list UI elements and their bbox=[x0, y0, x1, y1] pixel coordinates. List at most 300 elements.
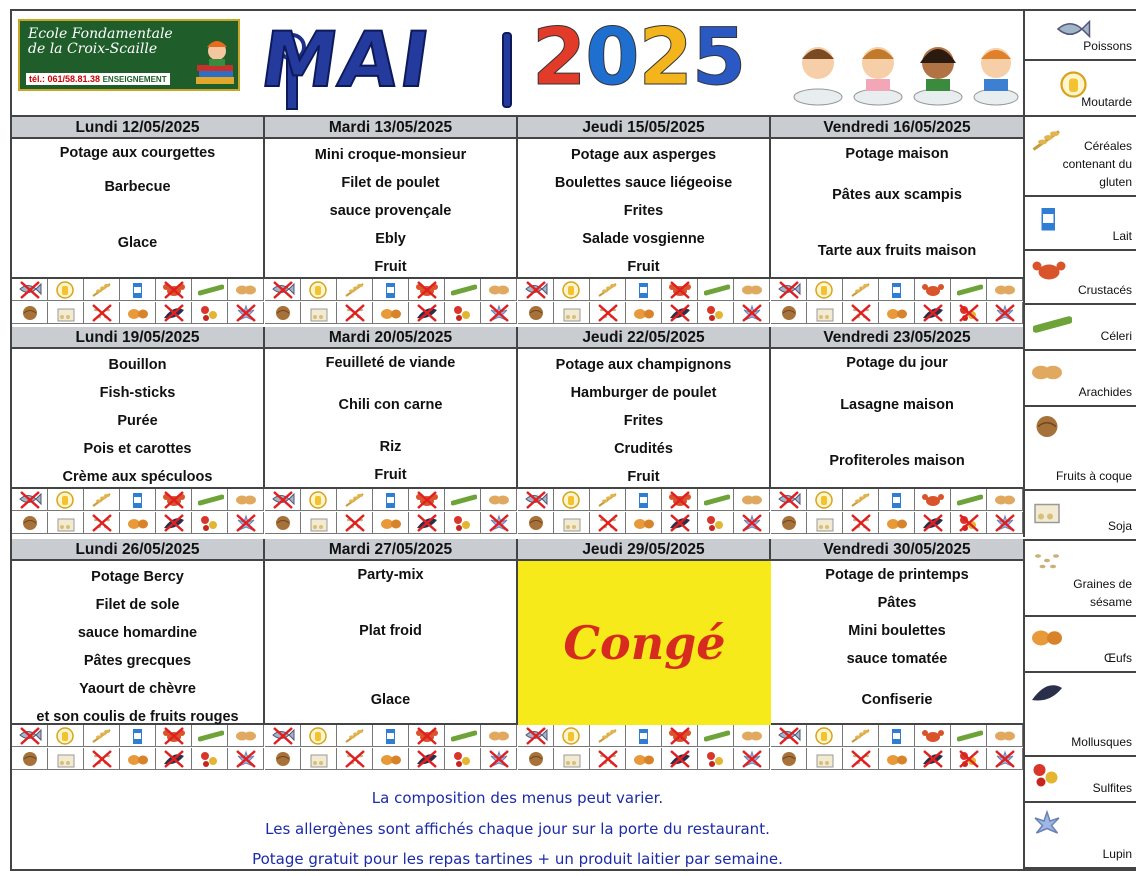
peanut-icon bbox=[481, 725, 517, 747]
sulfite-icon bbox=[192, 302, 228, 324]
mustard-icon bbox=[807, 489, 843, 511]
dish-item: Lasagne maison bbox=[840, 397, 954, 413]
day-header: Lundi 19/05/2025 bbox=[12, 327, 265, 349]
day-menu bbox=[265, 561, 518, 725]
legend-item-fish bbox=[1025, 11, 1136, 61]
legend-label: Arachides bbox=[1078, 385, 1132, 399]
soy-icon bbox=[554, 302, 590, 324]
celery-icon bbox=[445, 279, 481, 301]
legend-label: Céleri bbox=[1100, 329, 1132, 343]
dish-item: sauce tomatée bbox=[846, 651, 948, 667]
lupin-icon bbox=[228, 302, 264, 324]
school-phone bbox=[26, 73, 170, 85]
legend-item-mussel bbox=[1025, 673, 1136, 757]
nut-icon bbox=[518, 512, 554, 534]
sulfite-icon bbox=[698, 748, 734, 770]
menu-sheet bbox=[10, 9, 1136, 871]
sesame-icon bbox=[590, 302, 626, 324]
sulfite-icon bbox=[192, 512, 228, 534]
sesame-icon bbox=[337, 748, 373, 770]
egg-icon bbox=[120, 512, 156, 534]
footer bbox=[12, 779, 1025, 869]
dish-item: Pois et carottes bbox=[83, 441, 192, 457]
sulfite-icon bbox=[445, 512, 481, 534]
day-header: Mardi 27/05/2025 bbox=[265, 539, 518, 561]
mussel-icon bbox=[662, 302, 698, 324]
mustard-icon bbox=[807, 279, 843, 301]
peanut-icon bbox=[228, 725, 264, 747]
peanut-icon bbox=[481, 489, 517, 511]
day-menu bbox=[518, 349, 771, 489]
legend-label: Sulfites bbox=[1092, 781, 1132, 795]
dish-item: Fish-sticks bbox=[99, 385, 176, 401]
allergen-row bbox=[518, 748, 770, 770]
mussel-icon bbox=[915, 748, 951, 770]
legend-label: Poissons bbox=[1083, 39, 1132, 53]
mussel-icon bbox=[915, 512, 951, 534]
dish-item: Fruit bbox=[627, 469, 660, 485]
celery-icon bbox=[951, 279, 987, 301]
dish-item: Potage Bercy bbox=[91, 569, 184, 585]
dish-item: Mini croque-monsieur bbox=[314, 147, 467, 163]
soy-icon bbox=[48, 302, 84, 324]
allergen-row bbox=[12, 748, 264, 770]
dish-item: Hamburger de poulet bbox=[570, 385, 717, 401]
soy-icon bbox=[807, 302, 843, 324]
nut-icon bbox=[771, 512, 807, 534]
celery-icon bbox=[192, 279, 228, 301]
wheat-icon bbox=[843, 489, 879, 511]
lupin-icon bbox=[987, 748, 1023, 770]
mustard-icon bbox=[554, 725, 590, 747]
fish-icon bbox=[771, 279, 807, 301]
mustard-icon bbox=[554, 489, 590, 511]
allergen-row bbox=[265, 748, 517, 770]
celery-icon bbox=[445, 725, 481, 747]
crab-icon bbox=[915, 489, 951, 511]
mustard-icon bbox=[301, 725, 337, 747]
footer-line-3: Potage gratuit pour les repas tartines + un produit laitier par semaine. bbox=[252, 850, 783, 868]
dish-item: Glace bbox=[117, 235, 158, 251]
egg-icon bbox=[373, 302, 409, 324]
day-menu bbox=[771, 349, 1025, 489]
lupin-icon bbox=[987, 302, 1023, 324]
dish-item: Potage maison bbox=[845, 146, 949, 162]
sulfite-icon bbox=[951, 512, 987, 534]
legend-item-nut bbox=[1025, 407, 1136, 491]
peanut-icon bbox=[228, 279, 264, 301]
egg-icon bbox=[879, 302, 915, 324]
dish-item: Potage aux asperges bbox=[570, 147, 717, 163]
spoon-icon bbox=[492, 31, 522, 111]
dish-item: Crème aux spéculoos bbox=[62, 469, 213, 485]
allergen-row bbox=[771, 302, 1023, 324]
dish-item: Frites bbox=[623, 413, 664, 429]
peanut-icon bbox=[734, 279, 770, 301]
allergen-row bbox=[518, 489, 770, 511]
celery-icon bbox=[192, 725, 228, 747]
celery-icon bbox=[698, 489, 734, 511]
allergen-row bbox=[265, 279, 517, 301]
fish-icon bbox=[265, 725, 301, 747]
milk-icon bbox=[120, 489, 156, 511]
wheat-icon bbox=[84, 279, 120, 301]
milk-icon bbox=[373, 725, 409, 747]
egg-icon bbox=[879, 512, 915, 534]
allergen-row bbox=[265, 489, 517, 511]
fish-icon bbox=[771, 489, 807, 511]
egg-icon bbox=[626, 512, 662, 534]
sesame-icon bbox=[84, 302, 120, 324]
day-menu bbox=[12, 561, 265, 725]
day-menu bbox=[265, 349, 518, 489]
crab-icon bbox=[915, 279, 951, 301]
legend-label: Fruits à coque bbox=[1055, 469, 1132, 483]
fish-icon bbox=[518, 279, 554, 301]
mussel-icon bbox=[409, 512, 445, 534]
holiday-label: Congé bbox=[518, 561, 771, 725]
sulfite-icon bbox=[698, 302, 734, 324]
week-block bbox=[12, 539, 1025, 779]
soy-icon bbox=[807, 748, 843, 770]
legend-item-egg bbox=[1025, 617, 1136, 673]
allergen-row bbox=[12, 302, 264, 324]
milk-icon bbox=[626, 279, 662, 301]
fish-icon bbox=[518, 725, 554, 747]
milk-icon bbox=[879, 279, 915, 301]
lupin-icon bbox=[228, 748, 264, 770]
sesame-icon bbox=[590, 748, 626, 770]
celery-icon bbox=[951, 489, 987, 511]
milk-icon bbox=[120, 725, 156, 747]
mustard-icon bbox=[48, 725, 84, 747]
peanut-icon bbox=[987, 725, 1023, 747]
nut-icon bbox=[12, 748, 48, 770]
dish-item: Profiteroles maison bbox=[829, 453, 965, 469]
peanut-icon bbox=[987, 279, 1023, 301]
legend-label: Crustacés bbox=[1077, 283, 1132, 297]
legend-label: Graines de sésame bbox=[1073, 577, 1132, 609]
wheat-icon bbox=[590, 489, 626, 511]
dish-item: Mini boulettes bbox=[848, 623, 946, 639]
legend-item-wheat bbox=[1025, 117, 1136, 197]
day-header: Mardi 13/05/2025 bbox=[265, 117, 518, 139]
mussel-icon bbox=[156, 512, 192, 534]
dish-item: Potage aux champignons bbox=[555, 357, 732, 373]
milk-icon bbox=[879, 725, 915, 747]
peanut-icon bbox=[228, 489, 264, 511]
day-header: Jeudi 15/05/2025 bbox=[518, 117, 771, 139]
dish-item: Fruit bbox=[374, 467, 407, 483]
soy-icon bbox=[301, 302, 337, 324]
mussel-icon bbox=[409, 748, 445, 770]
dish-item: Filet de sole bbox=[95, 597, 180, 613]
legend-item-crab bbox=[1025, 251, 1136, 305]
dish-item: Purée bbox=[117, 413, 158, 429]
year-title: 2025 bbox=[532, 13, 746, 103]
footer-line-2: Les allergènes sont affichés chaque jour sur la porte du restaurant. bbox=[265, 820, 770, 838]
allergen-row bbox=[518, 279, 770, 301]
sesame-icon bbox=[337, 512, 373, 534]
wheat-icon bbox=[337, 725, 373, 747]
dish-item: Potage de printemps bbox=[825, 567, 969, 583]
crab-icon bbox=[156, 489, 192, 511]
dish-item: Bouillon bbox=[108, 357, 167, 373]
soy-icon bbox=[48, 512, 84, 534]
dish-item: Fruit bbox=[374, 259, 407, 275]
celery-icon bbox=[698, 279, 734, 301]
day-header: Lundi 26/05/2025 bbox=[12, 539, 265, 561]
crab-icon bbox=[409, 279, 445, 301]
lupin-icon bbox=[987, 512, 1023, 534]
milk-icon bbox=[879, 489, 915, 511]
dish-item: Salade vosgienne bbox=[582, 231, 705, 247]
celery-icon bbox=[192, 489, 228, 511]
dish-item: Pâtes grecques bbox=[83, 653, 192, 669]
week-block bbox=[12, 327, 1025, 537]
legend-item-celery bbox=[1025, 305, 1136, 351]
allergen-row bbox=[12, 512, 264, 534]
school-phone-text: tél.: 061/58.81.38 bbox=[29, 74, 101, 84]
celery-icon bbox=[951, 725, 987, 747]
soy-icon bbox=[301, 748, 337, 770]
sulfite-icon bbox=[698, 512, 734, 534]
nut-icon bbox=[12, 512, 48, 534]
legend-label: Lait bbox=[1112, 229, 1132, 243]
school-logo bbox=[18, 19, 240, 91]
celery-icon bbox=[445, 489, 481, 511]
month-title: MAI bbox=[255, 15, 437, 104]
day-menu bbox=[518, 139, 771, 279]
legend-label: Céréales contenant du gluten bbox=[1062, 139, 1132, 189]
dish-item: Yaourt de chèvre bbox=[79, 681, 196, 697]
sesame-icon bbox=[843, 302, 879, 324]
books-icon bbox=[195, 35, 235, 87]
dish-item: Party-mix bbox=[357, 567, 424, 583]
allergen-row bbox=[771, 489, 1023, 511]
crab-icon bbox=[915, 725, 951, 747]
day-menu bbox=[265, 139, 518, 279]
legend-label: Soja bbox=[1107, 519, 1132, 533]
day-header: Lundi 12/05/2025 bbox=[12, 117, 265, 139]
mussel-icon bbox=[662, 748, 698, 770]
dish-item: et son coulis de fruits rouges bbox=[36, 709, 239, 725]
peanut-icon bbox=[734, 489, 770, 511]
crab-icon bbox=[662, 279, 698, 301]
wheat-icon bbox=[590, 279, 626, 301]
milk-icon bbox=[373, 489, 409, 511]
wheat-icon bbox=[843, 725, 879, 747]
milk-icon bbox=[626, 725, 662, 747]
dish-item: Tarte aux fruits maison bbox=[817, 243, 977, 259]
crab-icon bbox=[409, 489, 445, 511]
dish-item: Chili con carne bbox=[338, 397, 443, 413]
school-name: Ecole Fondamentale de la Croix-Scaille bbox=[28, 26, 173, 57]
day-menu bbox=[12, 349, 265, 489]
lupin-icon bbox=[481, 512, 517, 534]
legend-item-peanut bbox=[1025, 351, 1136, 407]
dish-item: Plat froid bbox=[359, 623, 422, 639]
fish-icon bbox=[265, 489, 301, 511]
allergen-row bbox=[771, 279, 1023, 301]
nut-icon bbox=[771, 302, 807, 324]
allergen-row bbox=[265, 725, 517, 747]
wheat-icon bbox=[843, 279, 879, 301]
dish-item: Potage aux courgettes bbox=[59, 145, 216, 161]
day-header: Jeudi 29/05/2025 bbox=[518, 539, 771, 561]
nut-icon bbox=[518, 302, 554, 324]
allergen-legend bbox=[1025, 11, 1136, 869]
sesame-icon bbox=[337, 302, 373, 324]
peanut-icon bbox=[987, 489, 1023, 511]
nut-icon bbox=[771, 748, 807, 770]
dish-item: Glace bbox=[370, 692, 411, 708]
egg-icon bbox=[373, 748, 409, 770]
dish-item: Ebly bbox=[375, 231, 406, 247]
dish-item: Crudités bbox=[614, 441, 673, 457]
day-menu bbox=[771, 561, 1025, 725]
sesame-icon bbox=[843, 748, 879, 770]
milk-icon bbox=[373, 279, 409, 301]
day-menu bbox=[771, 139, 1025, 279]
day-header: Vendredi 23/05/2025 bbox=[771, 327, 1025, 349]
sulfite-icon bbox=[951, 748, 987, 770]
fish-icon bbox=[771, 725, 807, 747]
wheat-icon bbox=[84, 725, 120, 747]
mustard-icon bbox=[301, 279, 337, 301]
allergen-row bbox=[518, 302, 770, 324]
nut-icon bbox=[518, 748, 554, 770]
mustard-icon bbox=[48, 489, 84, 511]
allergen-row bbox=[771, 512, 1023, 534]
legend-item-sesame bbox=[1025, 541, 1136, 617]
peanut-icon bbox=[734, 725, 770, 747]
school-network: ENSEIGNEMENT bbox=[102, 75, 167, 84]
header bbox=[12, 11, 1025, 117]
soy-icon bbox=[807, 512, 843, 534]
dish-item: Confiserie bbox=[861, 692, 933, 708]
lupin-icon bbox=[734, 302, 770, 324]
nut-icon bbox=[265, 748, 301, 770]
fish-icon bbox=[12, 489, 48, 511]
fish-icon bbox=[518, 489, 554, 511]
legend-item-lupin bbox=[1025, 803, 1136, 869]
soy-icon bbox=[554, 748, 590, 770]
allergen-row bbox=[771, 725, 1023, 747]
dish-item: sauce provençale bbox=[329, 203, 452, 219]
children-eating-icon bbox=[790, 29, 1020, 109]
celery-icon bbox=[698, 725, 734, 747]
wheat-icon bbox=[337, 279, 373, 301]
milk-icon bbox=[120, 279, 156, 301]
week-block bbox=[12, 117, 1025, 327]
sesame-icon bbox=[84, 512, 120, 534]
fish-icon bbox=[265, 279, 301, 301]
mussel-icon bbox=[156, 302, 192, 324]
egg-icon bbox=[879, 748, 915, 770]
sulfite-icon bbox=[192, 748, 228, 770]
nut-icon bbox=[12, 302, 48, 324]
egg-icon bbox=[120, 748, 156, 770]
soy-icon bbox=[554, 512, 590, 534]
legend-item-soy bbox=[1025, 491, 1136, 541]
soy-icon bbox=[48, 748, 84, 770]
crab-icon bbox=[662, 489, 698, 511]
mustard-icon bbox=[554, 279, 590, 301]
dish-item: Potage du jour bbox=[846, 355, 948, 371]
dish-item: Boulettes sauce liégeoise bbox=[554, 175, 733, 191]
day-header: Jeudi 22/05/2025 bbox=[518, 327, 771, 349]
soy-icon bbox=[301, 512, 337, 534]
mustard-icon bbox=[807, 725, 843, 747]
allergen-row bbox=[518, 512, 770, 534]
allergen-row bbox=[265, 302, 517, 324]
mussel-icon bbox=[156, 748, 192, 770]
legend-item-milk bbox=[1025, 197, 1136, 251]
nut-icon bbox=[265, 302, 301, 324]
crab-icon bbox=[662, 725, 698, 747]
fish-icon bbox=[12, 279, 48, 301]
allergen-row bbox=[771, 748, 1023, 770]
crab-icon bbox=[409, 725, 445, 747]
mussel-icon bbox=[409, 302, 445, 324]
fish-icon bbox=[12, 725, 48, 747]
mustard-icon bbox=[301, 489, 337, 511]
legend-label: Mollusques bbox=[1071, 735, 1132, 749]
mustard-icon bbox=[48, 279, 84, 301]
wheat-icon bbox=[337, 489, 373, 511]
mussel-icon bbox=[662, 512, 698, 534]
wheat-icon bbox=[84, 489, 120, 511]
dish-item: Fruit bbox=[627, 259, 660, 275]
legend-label: Lupin bbox=[1102, 847, 1132, 861]
sesame-icon bbox=[843, 512, 879, 534]
sulfite-icon bbox=[445, 748, 481, 770]
allergen-row bbox=[12, 725, 264, 747]
milk-icon bbox=[626, 489, 662, 511]
dish-item: sauce homardine bbox=[77, 625, 198, 641]
allergen-row bbox=[518, 725, 770, 747]
peanut-icon bbox=[481, 279, 517, 301]
dish-item: Riz bbox=[379, 439, 402, 455]
day-header: Mardi 20/05/2025 bbox=[265, 327, 518, 349]
lupin-icon bbox=[734, 512, 770, 534]
egg-icon bbox=[120, 302, 156, 324]
dish-item: Feuilleté de viande bbox=[325, 355, 456, 371]
legend-item-mustard bbox=[1025, 61, 1136, 117]
footer-line-1: La composition des menus peut varier. bbox=[371, 789, 664, 807]
crab-icon bbox=[156, 725, 192, 747]
egg-icon bbox=[626, 302, 662, 324]
day-menu bbox=[12, 139, 265, 279]
mussel-icon bbox=[915, 302, 951, 324]
sulfite-icon bbox=[951, 302, 987, 324]
allergen-row bbox=[265, 512, 517, 534]
sulfite-icon bbox=[445, 302, 481, 324]
day-header: Vendredi 30/05/2025 bbox=[771, 539, 1025, 561]
dish-item: Pâtes bbox=[877, 595, 917, 611]
lupin-icon bbox=[734, 748, 770, 770]
dish-item: Filet de poulet bbox=[341, 175, 440, 191]
legend-label: Moutarde bbox=[1081, 95, 1132, 109]
nut-icon bbox=[265, 512, 301, 534]
crab-icon bbox=[156, 279, 192, 301]
wheat-icon bbox=[590, 725, 626, 747]
dish-item: Frites bbox=[623, 203, 664, 219]
day-header: Vendredi 16/05/2025 bbox=[771, 117, 1025, 139]
dish-item: Barbecue bbox=[104, 179, 171, 195]
allergen-row bbox=[12, 279, 264, 301]
